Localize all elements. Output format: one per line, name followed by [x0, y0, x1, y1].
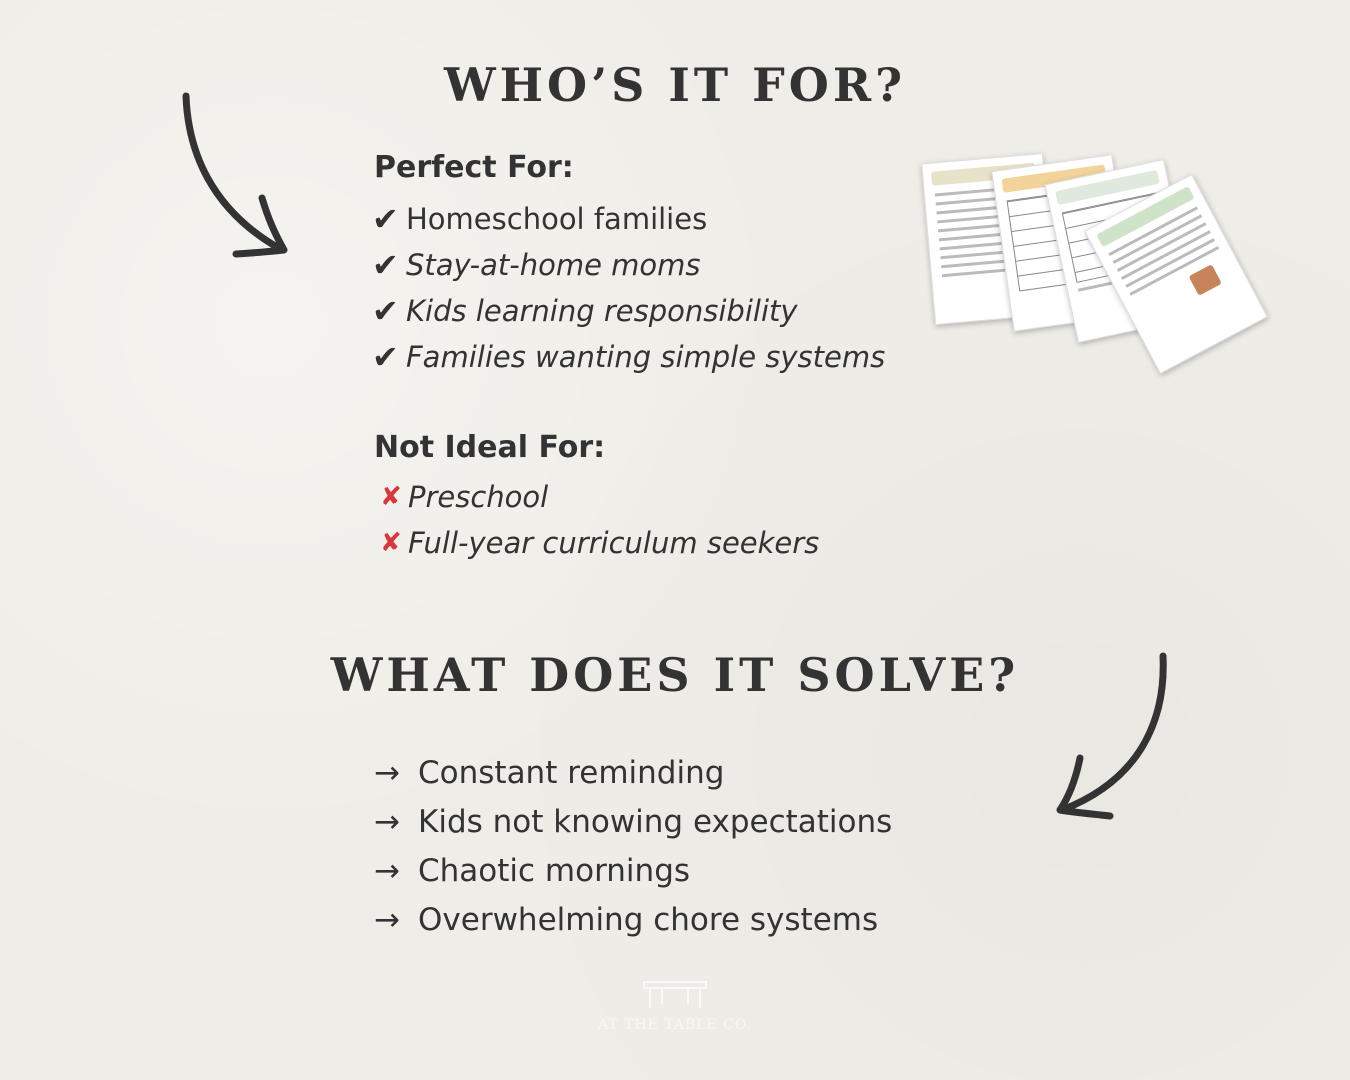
list-item-text: Stay-at-home moms [406, 248, 701, 282]
arrow-right-icon: → [374, 852, 400, 889]
cross-icon: ✘ [380, 482, 402, 512]
section-title-solve: WHAT DOES IT SOLVE? [330, 648, 1020, 702]
arrow-right-icon: → [374, 901, 400, 938]
list-item-text: Kids learning responsibility [406, 294, 798, 328]
list-item [372, 474, 819, 520]
list-item-text: Full-year curriculum seekers [408, 526, 820, 560]
logo-text: AT THE TABLE CO. [597, 1017, 753, 1033]
list-item [372, 242, 885, 288]
perfect-for-heading: Perfect For: [374, 150, 574, 185]
list-item [374, 895, 892, 944]
not-ideal-for-heading: Not Ideal For: [374, 430, 606, 465]
list-item [374, 797, 892, 846]
not-ideal-for-list [372, 474, 819, 566]
table-icon [0, 978, 1350, 1017]
list-item-text: Families wanting simple systems [406, 340, 886, 374]
list-item-text: Homeschool families [406, 202, 708, 236]
list-item [372, 520, 819, 566]
arrow-right-icon: → [374, 754, 400, 791]
list-item-text: Overwhelming chore systems [418, 901, 879, 938]
list-item-text: Chaotic mornings [418, 852, 691, 889]
curved-arrow-left-icon [170, 90, 310, 270]
brand-logo [0, 978, 1350, 1033]
list-item-text: Preschool [408, 480, 549, 514]
list-item [372, 196, 885, 242]
list-item [374, 846, 892, 895]
perfect-for-list [372, 196, 885, 380]
list-item [374, 748, 892, 797]
cross-icon: ✘ [380, 528, 402, 558]
check-icon: ✔ [372, 246, 399, 284]
list-item-text: Constant reminding [418, 754, 725, 791]
check-icon: ✔ [372, 200, 399, 238]
arrow-right-icon: → [374, 803, 400, 840]
list-item [372, 334, 885, 380]
check-icon: ✔ [372, 338, 399, 376]
list-item [372, 288, 885, 334]
check-icon: ✔ [372, 292, 399, 330]
product-preview-image [920, 148, 1270, 398]
list-item-text: Kids not knowing expectations [418, 803, 893, 840]
curved-arrow-right-icon [1050, 650, 1180, 825]
solves-list [374, 748, 892, 944]
section-title-who: WHO’S IT FOR? [443, 58, 907, 112]
